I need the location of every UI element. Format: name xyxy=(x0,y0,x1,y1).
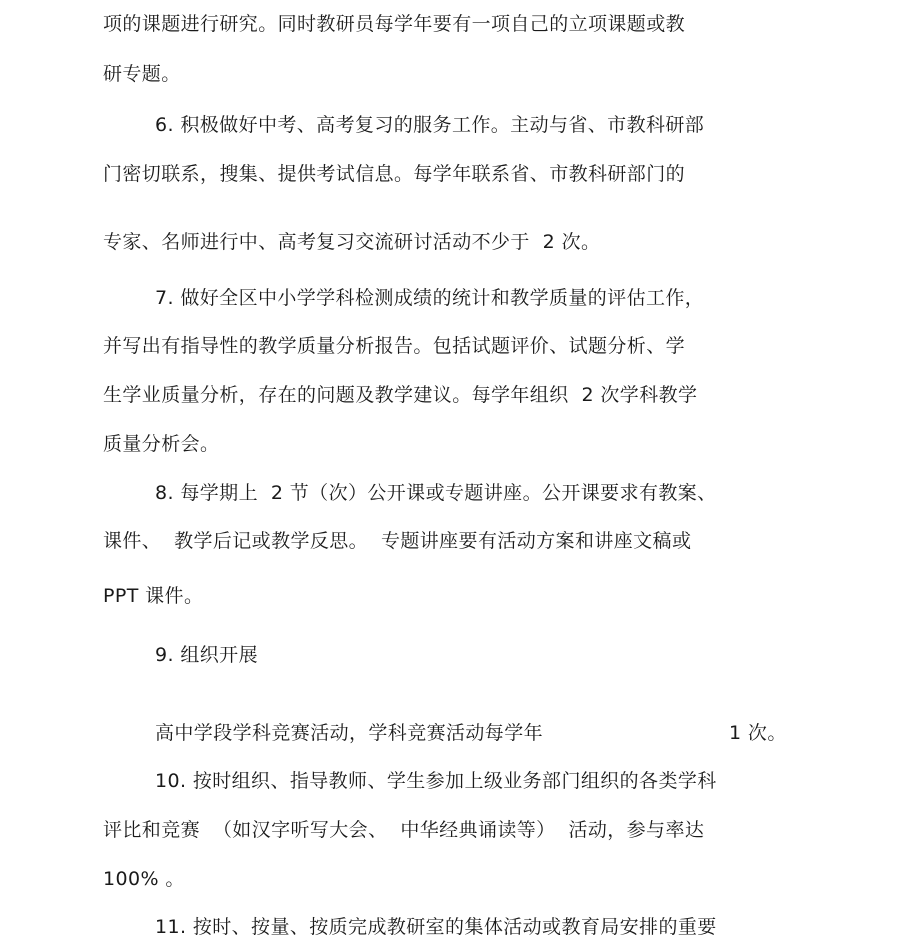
paragraph-line: 高中学段学科竞赛活动，学科竞赛活动每学年 xyxy=(155,722,544,744)
paragraph-line: 100% 。 xyxy=(103,868,185,890)
paragraph-line: 并写出有指导性的教学质量分析报告。包括试题评价、试题分析、学 xyxy=(103,335,686,357)
list-item-8: 8. 每学期上 2 节（次）公开课或专题讲座。公开课要求有教案、 xyxy=(155,482,717,504)
paragraph-line: 研专题。 xyxy=(103,63,181,85)
list-item-10: 10. 按时组织、指导教师、学生参加上级业务部门组织的各类学科 xyxy=(155,770,717,792)
paragraph-line: 项的课题进行研究。同时教研员每学年要有一项自己的立项课题或教 xyxy=(103,13,686,35)
list-item-7: 7. 做好全区中小学学科检测成绩的统计和教学质量的评估工作， xyxy=(155,287,705,309)
paragraph-line: 专家、名师进行中、高考复习交流研讨活动不少于 2 次。 xyxy=(103,231,601,253)
paragraph-line: 课件、 教学后记或教学反思。 专题讲座要有活动方案和讲座文稿或 xyxy=(103,530,692,552)
paragraph-line: 评比和竞赛 （如汉字听写大会、 中华经典诵读等） 活动，参与率达 xyxy=(103,819,705,841)
list-item-9: 9. 组织开展 xyxy=(155,644,258,666)
paragraph-line: 门密切联系，搜集、提供考试信息。每学年联系省、市教科研部门的 xyxy=(103,163,686,185)
paragraph-line: PPT 课件。 xyxy=(103,585,204,607)
paragraph-line: 质量分析会。 xyxy=(103,433,220,455)
paragraph-line: 生学业质量分析，存在的问题及教学建议。每学年组织 2 次学科教学 xyxy=(103,384,698,406)
paragraph-line-tail: 1 次。 xyxy=(729,722,787,744)
list-item-6: 6. 积极做好中考、高考复习的服务工作。主动与省、市教科研部 xyxy=(155,114,705,136)
list-item-11: 11. 按时、按量、按质完成教研室的集体活动或教育局安排的重要 xyxy=(155,916,717,938)
